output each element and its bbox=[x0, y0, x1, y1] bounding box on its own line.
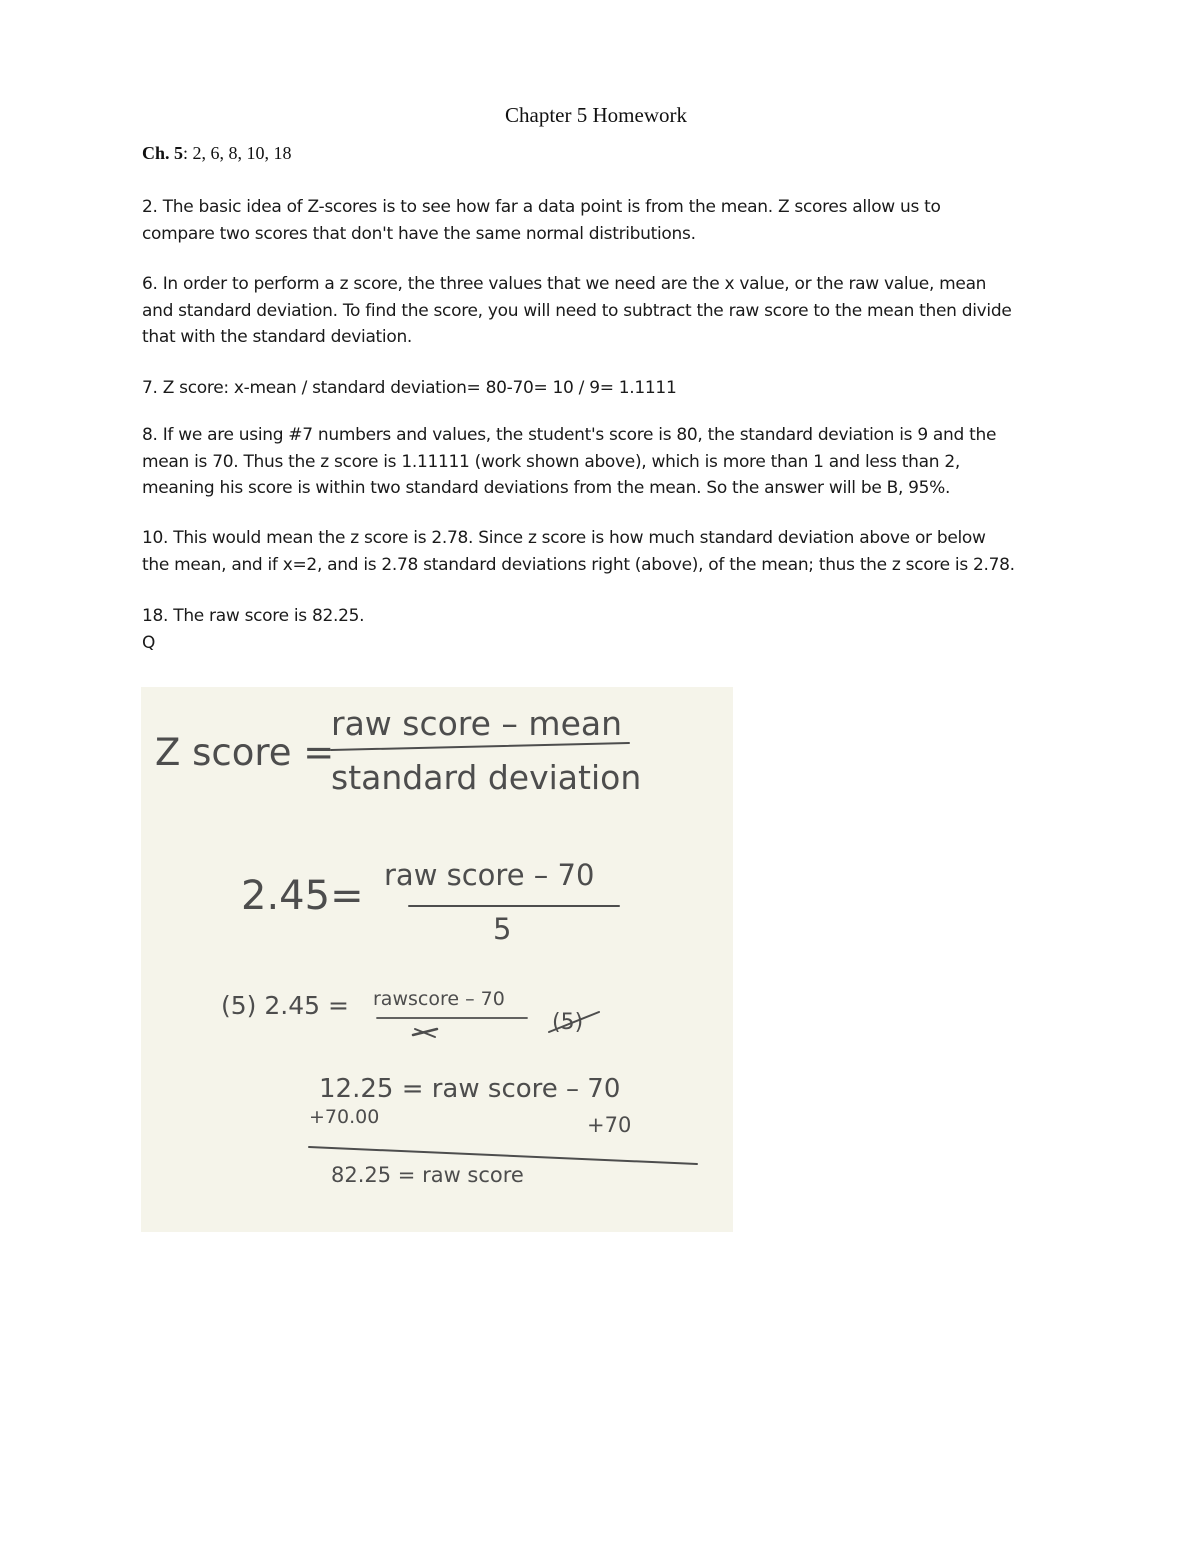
step1-numerator: raw score – 70 bbox=[384, 858, 595, 892]
answer-line: 7. Z score: x-mean / standard deviation= 80-70= 10 / 9= 1.1111 bbox=[142, 378, 677, 398]
answer-line: the mean, and if x=2, and is 2.78 standard deviations right (above), of the mean; thus the z score is 2.78. bbox=[142, 554, 1015, 575]
chapter-problems-line bbox=[142, 143, 292, 164]
answer-7 bbox=[142, 375, 1072, 402]
formula-denominator: standard deviation bbox=[331, 758, 642, 797]
answer-line: compare two scores that don't have the same normal distributions. bbox=[142, 223, 696, 244]
answer-10 bbox=[142, 525, 1072, 578]
answer-8 bbox=[142, 422, 1072, 502]
step2-left: (5) 2.45 = bbox=[221, 991, 349, 1020]
step3-equation: 12.25 = raw score – 70 bbox=[319, 1074, 621, 1104]
answer-18 bbox=[142, 603, 1072, 656]
result-line: 82.25 = raw score bbox=[331, 1163, 524, 1187]
step3-add-left: +70.00 bbox=[309, 1106, 380, 1128]
answer-line: meaning his score is within two standard deviations from the mean. So the answer will be B, 95%. bbox=[142, 478, 951, 498]
step2-right: (5) bbox=[552, 1010, 584, 1035]
answer-line: and standard deviation. To find the score, you will need to subtract the raw score to the mean then divide bbox=[142, 300, 1012, 321]
step3-add-right: +70 bbox=[587, 1113, 632, 1137]
answer-line: 18. The raw score is 82.25. bbox=[142, 606, 365, 626]
step2-numerator: rawscore – 70 bbox=[373, 988, 505, 1010]
sum-line bbox=[309, 1147, 697, 1164]
formula-left: Z score = bbox=[155, 731, 335, 774]
chapter-label: Ch. 5 bbox=[142, 143, 184, 163]
page-title: Chapter 5 Homework bbox=[505, 103, 687, 127]
step1-denominator: 5 bbox=[493, 912, 512, 946]
answer-line: 6. In order to perform a z score, the three values that we need are the x value, or the raw value, mean bbox=[142, 274, 987, 294]
answer-line: 8. If we are using #7 numbers and values, the student's score is 80, the standard deviation is 9 and the bbox=[142, 425, 997, 445]
handwritten-work-drawing bbox=[141, 687, 733, 1232]
answer-line: Q bbox=[142, 632, 156, 653]
answer-6 bbox=[142, 271, 1072, 351]
answer-line: that with the standard deviation. bbox=[142, 327, 413, 347]
answer-line: 10. This would mean the z score is 2.78. Since z score is how much standard deviation above or below bbox=[142, 528, 986, 548]
answer-line: 2. The basic idea of Z-scores is to see how far a data point is from the mean. Z scores allow us to bbox=[142, 197, 941, 217]
answer-line: mean is 70. Thus the z score is 1.11111 (work shown above), which is more than 1 and less than 2, bbox=[142, 451, 960, 472]
step1-left: 2.45= bbox=[241, 873, 364, 919]
answer-2 bbox=[142, 194, 1072, 247]
chapter-problem-list: : 2, 6, 8, 10, 18 bbox=[183, 143, 292, 163]
handwritten-work-image bbox=[141, 687, 733, 1232]
formula-fraction-bar bbox=[331, 743, 629, 750]
formula-numerator: raw score – mean bbox=[331, 704, 623, 743]
